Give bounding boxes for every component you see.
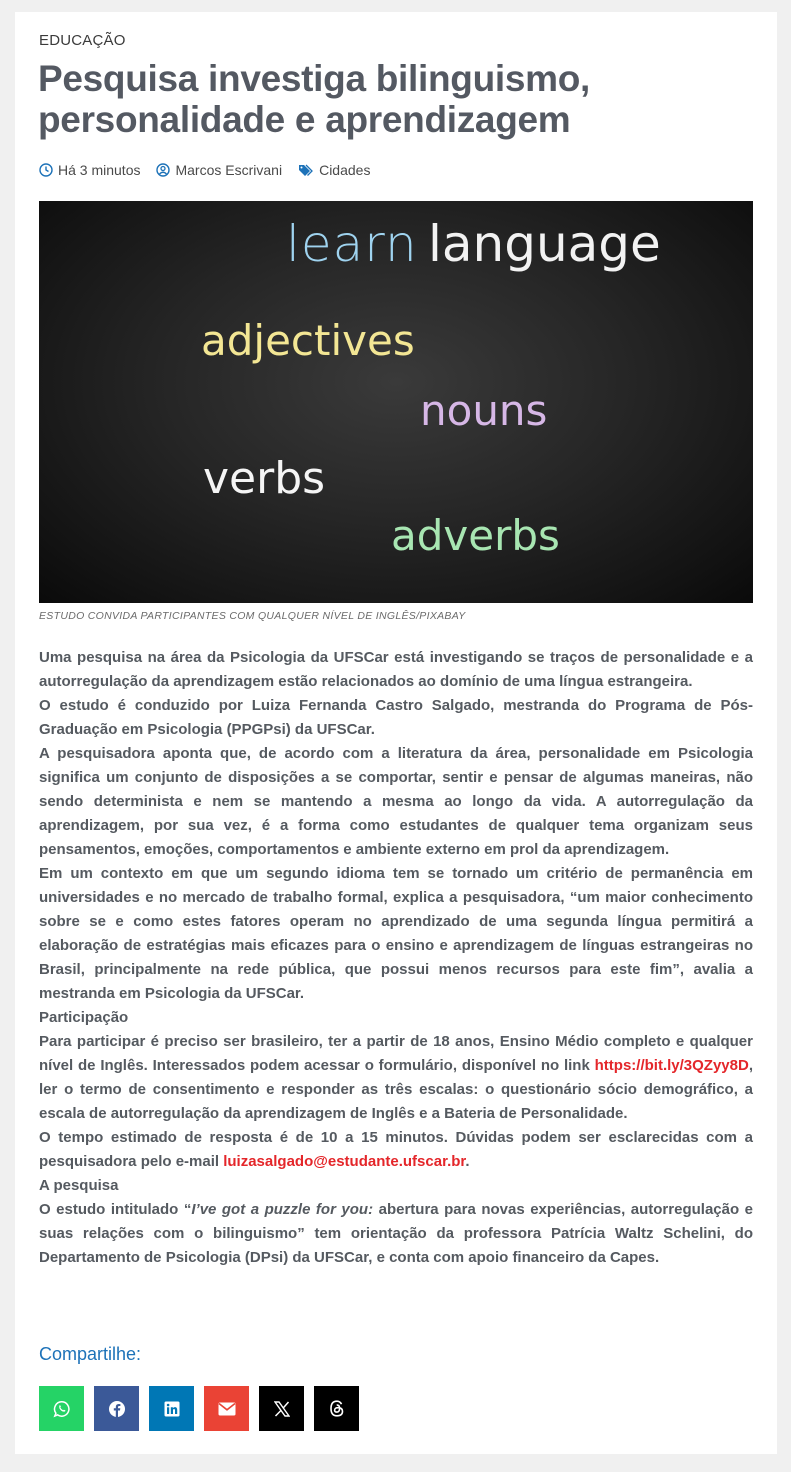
linkedin-icon: [164, 1401, 180, 1417]
meta-time: [39, 162, 140, 178]
share-facebook-button[interactable]: [94, 1386, 139, 1431]
article-body: [39, 646, 753, 1270]
paragraph: Em um contexto em que um segundo idioma tem se tornado um critério de permanência em universidades e no mercado de trabalho formal, explica a pesquisadora, “um maior conhecimento sobre se e como estes fatores operam no aprendizado de uma segunda língua permitirá a elaboração de estratégias mais eficazes para o ensino e aprendizagem de línguas estrangeiras no Brasil, principalmente na rede pública, que possui menos recursos para este fim”, avalia a mestranda em Psicologia da UFSCar.: [39, 865, 753, 1002]
share-title: Compartilhe:: [39, 1344, 142, 1364]
share-email-button[interactable]: [204, 1386, 249, 1431]
threads-icon: [329, 1400, 345, 1417]
paragraph-text: .: [465, 1153, 470, 1170]
chalk-word-verbs: verbs: [203, 453, 326, 504]
paragraph-text: O estudo intitulado “: [39, 1201, 192, 1218]
chalk-word-learn: learn: [286, 215, 418, 273]
share-linkedin-button[interactable]: [149, 1386, 194, 1431]
email-link[interactable]: luizasalgado@estudante.ufscar.br: [223, 1153, 466, 1170]
meta-author-label[interactable]: Marcos Escrivani: [175, 162, 283, 178]
paragraph: [39, 1126, 753, 1174]
section-heading-participacao: Participação: [39, 1009, 129, 1026]
user-icon: [156, 163, 170, 177]
whatsapp-icon: [53, 1400, 71, 1418]
share-x-button[interactable]: [259, 1386, 304, 1431]
x-icon: [274, 1401, 290, 1417]
facebook-icon: [108, 1400, 126, 1418]
chalk-word-adverbs: adverbs: [391, 511, 560, 560]
meta-time-label: Há 3 minutos: [58, 162, 141, 178]
article-meta: [39, 162, 386, 178]
paragraph: Uma pesquisa na área da Psicologia da UFSCar está investigando se traços de personalidade e a autorregulação da aprendizagem estão relacionados ao domínio de uma língua estrangeira.: [39, 649, 753, 690]
share-buttons: [39, 1386, 369, 1431]
paragraph: O estudo é conduzido por Luiza Fernanda Castro Salgado, mestranda do Programa de Pós-Graduação em Psicologia (PPGPsi) da UFSCar.: [39, 697, 753, 738]
paragraph-text: abertura para novas experiências, autorregulação e suas relações com o bilinguismo” tem orientação da professora Patrícia Waltz Schelini, do Departamento de Psicologia (DPsi) da UFSCar, e conta com apoio financeiro da Capes.: [39, 1201, 753, 1266]
form-link[interactable]: https://bit.ly/3QZyy8D: [594, 1057, 749, 1074]
share-whatsapp-button[interactable]: [39, 1386, 84, 1431]
meta-section-label[interactable]: Cidades: [319, 162, 371, 178]
article-card: [15, 12, 777, 1454]
paragraph: [39, 1030, 753, 1126]
hero-image-chalkboard: [39, 201, 753, 603]
paragraph: [39, 1198, 753, 1270]
clock-icon: [39, 163, 53, 177]
paragraph-text: O tempo estimado de resposta é de 10 a 15 minutos. Dúvidas podem ser esclarecidas com a pesquisadora pelo e-mail: [39, 1129, 753, 1170]
envelope-icon: [218, 1402, 236, 1416]
chalk-word-nouns: nouns: [420, 386, 548, 435]
article-title: Pesquisa investiga bilinguismo, personalidade e aprendizagem: [38, 58, 591, 140]
article-category[interactable]: EDUCAÇÃO: [39, 32, 126, 49]
chalk-word-language: language: [428, 215, 661, 273]
study-title-italic: I’ve got a puzzle for you:: [191, 1201, 374, 1218]
chalk-word-adjectives: adjectives: [201, 316, 415, 365]
meta-author[interactable]: [156, 162, 282, 178]
tags-icon: [298, 163, 314, 177]
paragraph-text: , ler o termo de consentimento e responder as três escalas: o questionário sócio demográfico, a escala de autorregulação da aprendizagem de Inglês e a Bateria de Personalidade.: [39, 1057, 753, 1122]
section-heading-a-pesquisa: A pesquisa: [39, 1177, 119, 1194]
image-caption: ESTUDO CONVIDA PARTICIPANTES COM QUALQUER NÍVEL DE INGLÊS/PIXABAY: [39, 610, 466, 622]
share-threads-button[interactable]: [314, 1386, 359, 1431]
meta-section[interactable]: [298, 162, 370, 178]
paragraph: A pesquisadora aponta que, de acordo com a literatura da área, personalidade em Psicologia significa um conjunto de disposições a se comportar, sentir e pensar de algumas maneiras, não sendo determinista e nem se mantendo a mesma ao longo da vida. A autorregulação da aprendizagem, por sua vez, é a forma como estudantes de qualquer tema organizam seus pensamentos, emoções, comportamentos e ambiente externo em prol da aprendizagem.: [39, 745, 753, 858]
paragraph-text: Para participar é preciso ser brasileiro, ter a partir de 18 anos, Ensino Médio completo e qualquer nível de Inglês. Interessados podem acessar o formulário, disponível no link: [39, 1033, 753, 1074]
